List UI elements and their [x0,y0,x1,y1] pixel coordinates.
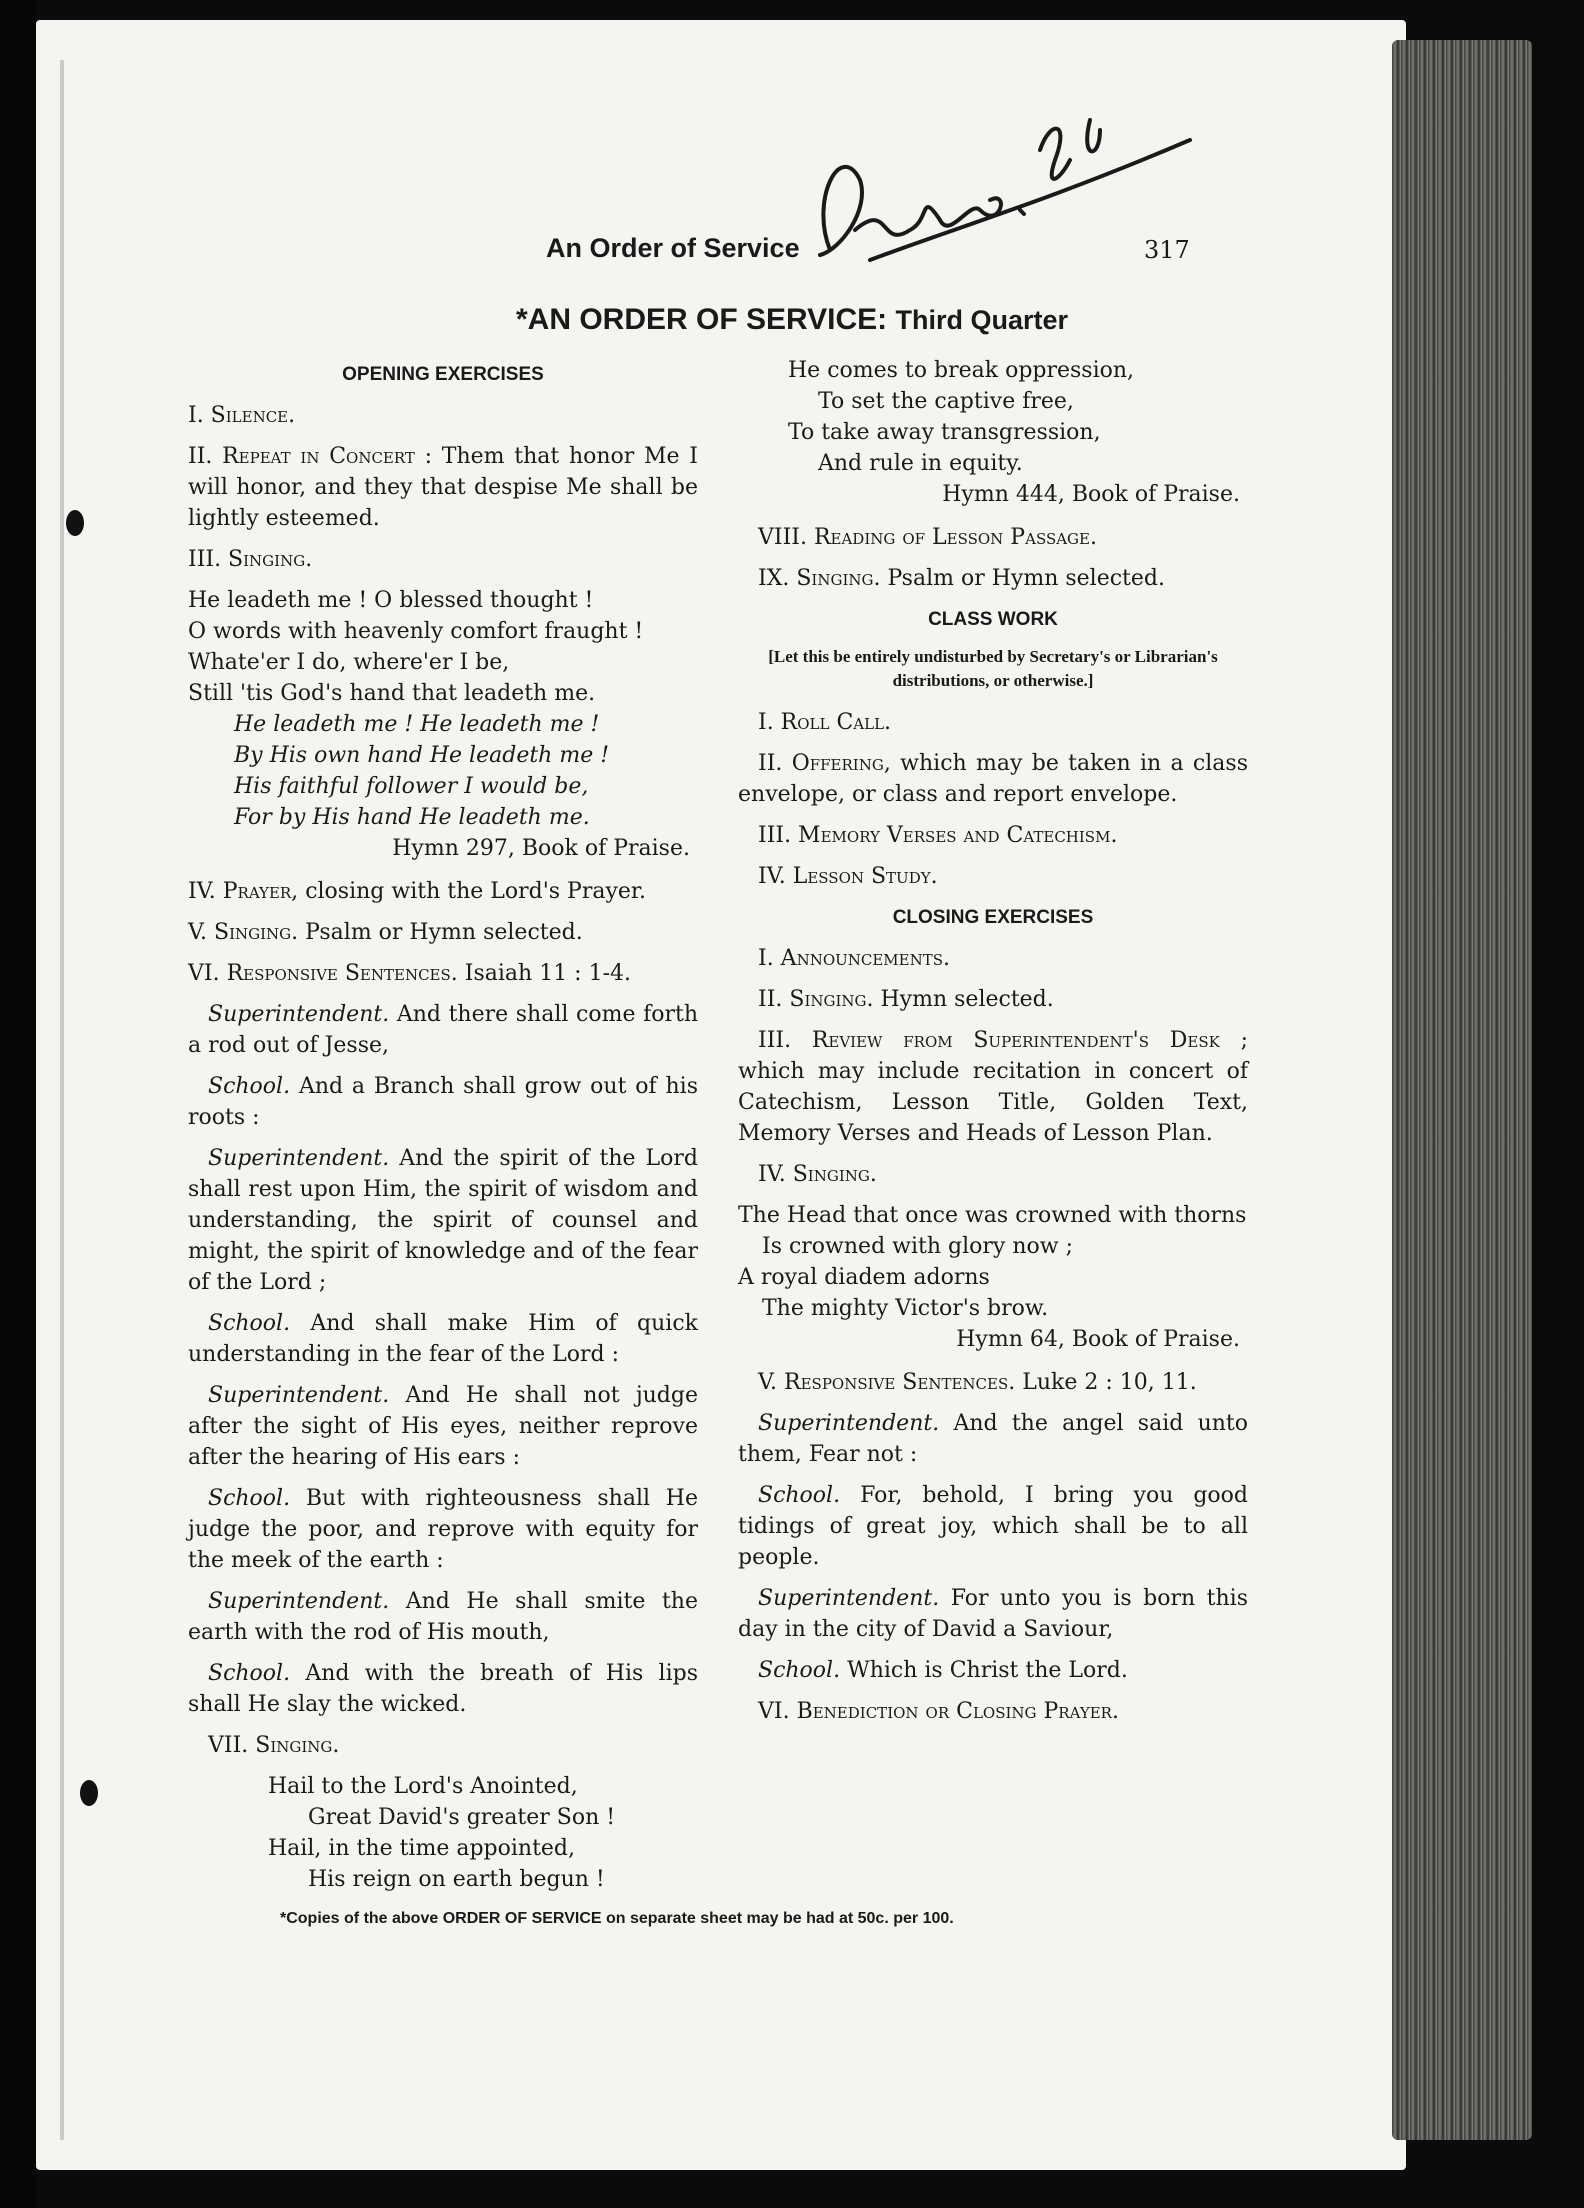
response [738,1583,1248,1645]
running-head: An Order of Service [546,233,800,263]
item-benediction: VI. Benediction or Closing Prayer. [758,1699,1119,1724]
item-prayer [188,876,698,907]
item-announcements: I. Announcements. [758,946,951,971]
item-text: Psalm or Hymn selected. [305,920,583,945]
classwork-note: [Let this be entirely undisturbed by Secretary's or Librarian's distributions, or otherwise.] [768,647,1218,690]
verse-line: For by His hand He leadeth me. [234,805,590,830]
verse-line: The mighty Victor's brow. [762,1296,1049,1321]
left-column [188,355,698,1905]
response-text: And He shall smite the earth with the rod of His mouth, [188,1589,698,1645]
hymn-64 [738,1200,1248,1355]
item-label: V. Singing. [188,920,299,945]
item-singing-iv: IV. Singing. [758,1162,877,1187]
item-singing-vii: VII. Singing. [208,1733,340,1758]
response-text: Which is Christ the Lord. [847,1658,1128,1683]
response-text: But with righteousness shall He judge the poor, and reprove with equity for the meek of the earth : [188,1486,698,1573]
classwork-heading: CLASS WORK [928,609,1058,630]
page-title: *AN ORDER OF SERVICE: Third Quarter [515,303,1069,336]
item-memory-verses: III. Memory Verses and Catechism. [758,823,1118,848]
item-text: which may be taken in a class envelope, or class and report envelope. [738,751,1248,807]
item-label: II. Offering, [758,751,891,776]
response [738,1655,1248,1686]
item-offering [738,748,1248,810]
item-text: Psalm or Hymn selected. [887,566,1165,591]
verse-line: Whate'er I do, where'er I be, [188,650,510,675]
item-silence: I. Silence. [188,403,296,428]
speaker: School. [758,1658,841,1683]
verse-line: He leadeth me ! O blessed thought ! [188,588,594,613]
speaker: School. [208,1074,291,1099]
item-text: closing with the Lord's Prayer. [305,879,647,904]
speaker: Superintendent. [208,1589,390,1614]
gutter-edge [60,60,64,2140]
item-label: III. Review from Superintendent's Desk ; [758,1028,1248,1053]
response [738,1480,1248,1573]
verse-line: To take away transgression, [788,420,1101,445]
item-responsive-v [738,1367,1248,1398]
hymn-444-part2 [738,355,1248,510]
response-text: And shall make Him of quick understanding in the fear of the Lord : [188,1311,698,1367]
speaker: School. [758,1483,841,1508]
item-label: II. Singing. [758,987,874,1012]
response [738,1408,1248,1470]
item-label: II. Repeat in Concert : [188,444,433,469]
speaker: Superintendent. [208,1002,390,1027]
speaker: Superintendent. [758,1586,940,1611]
item-lesson-study: IV. Lesson Study. [758,864,938,889]
response [188,1143,698,1298]
verse-line: Great David's greater Son ! [308,1805,616,1830]
response-text: For, behold, I bring you good tidings of great joy, which shall be to all people. [738,1483,1248,1570]
verse-line: Hail, in the time appointed, [268,1836,576,1861]
verse-line: Still 'tis God's hand that leadeth me. [188,681,596,706]
punch-hole [66,510,84,536]
item-singing-ii [738,984,1248,1015]
item-text: Hymn selected. [880,987,1054,1012]
verse-line: O words with heavenly comfort fraught ! [188,619,644,644]
response [188,1071,698,1133]
scripture-ref: Isaiah 11 : 1-4. [464,961,632,986]
item-label: IX. Singing. [758,566,881,591]
punch-hole [80,1780,98,1806]
item-label: IV. Prayer, [188,879,299,904]
item-reading: VIII. Reading of Lesson Passage. [758,525,1097,550]
title-main: *AN ORDER OF SERVICE [515,303,878,336]
speaker: Superintendent. [208,1146,390,1171]
hymn-297 [188,585,698,864]
item-review [738,1025,1248,1149]
verse-line: He leadeth me ! He leadeth me ! [234,712,600,737]
verse-line: His faithful follower I would be, [234,774,589,799]
speaker: School. [208,1311,291,1336]
item-text: which may include recitation in concert of Catechism, Lesson Title, Golden Text, Memory Verses and Heads of Lesson Plan. [738,1059,1248,1146]
response [188,1380,698,1473]
right-column [738,355,1248,1737]
closing-heading: CLOSING EXERCISES [892,907,1094,928]
speaker: School. [208,1486,291,1511]
verse-line: Hail to the Lord's Anointed, [268,1774,578,1799]
hymn-reference: Hymn 297, Book of Praise. [392,836,690,861]
scripture-ref: Luke 2 : 10, 11. [1022,1370,1197,1395]
speaker: Superintendent. [758,1411,940,1436]
hymn-444-part1 [188,1771,698,1895]
verse-line: To set the captive free, [818,389,1074,414]
response-text: And a Branch shall grow out of his roots : [188,1074,698,1130]
response-text: And He shall not judge after the sight of His eyes, neither reprove after the hearing of His ears : [188,1383,698,1470]
item-singing-iii: III. Singing. [188,547,313,572]
response [188,1483,698,1576]
verse-line: The Head that once was crowned with thorns [738,1203,1247,1228]
hymn-reference: Hymn 444, Book of Praise. [942,482,1240,507]
response [188,1586,698,1648]
item-text: Them that honor Me I will honor, and they that despise Me shall be lightly esteemed. [188,444,698,531]
verse-line: A royal diadem adorns [738,1265,990,1290]
response [188,999,698,1061]
item-singing-ix [738,563,1248,594]
item-repeat [188,441,698,534]
speaker: School. [208,1661,291,1686]
title-sub: Third Quarter [895,305,1069,335]
response [188,1658,698,1720]
footnote: *Copies of the above ORDER OF SERVICE on separate sheet may be had at 50c. per 100. [280,1910,954,1927]
item-roll-call: I. Roll Call. [758,710,892,735]
verse-line: His reign on earth begun ! [308,1867,605,1892]
response-text: And with the breath of His lips shall He slay the wicked. [188,1661,698,1717]
item-label: VI. Responsive Sentences. [188,961,458,986]
verse-line: By His own hand He leadeth me ! [234,743,610,768]
verse-line: Is crowned with glory now ; [762,1234,1073,1259]
speaker: Superintendent. [208,1383,390,1408]
hymn-reference: Hymn 64, Book of Praise. [956,1327,1240,1352]
item-responsive [188,958,698,989]
opening-heading: OPENING EXERCISES [342,364,544,385]
item-label: V. Responsive Sentences. [758,1370,1016,1395]
verse-line: And rule in equity. [818,451,1023,476]
response [188,1308,698,1370]
response-text: And there shall come forth a rod out of Jesse, [188,1002,699,1058]
response-text: And the spirit of the Lord shall rest upon Him, the spirit of wisdom and understanding, the spirit of counsel and might, the spirit of knowledge and of the fear of the Lord ; [188,1146,698,1295]
response-text: And the angel said unto them, Fear not : [738,1411,1248,1467]
verse-line: He comes to break oppression, [788,358,1135,383]
handwritten-annotation [800,80,1200,280]
item-singing-v [188,917,698,948]
page-edges [1392,40,1532,2140]
page-number: 317 [1144,236,1190,264]
response-text: For unto you is born this day in the city of David a Saviour, [738,1586,1249,1642]
